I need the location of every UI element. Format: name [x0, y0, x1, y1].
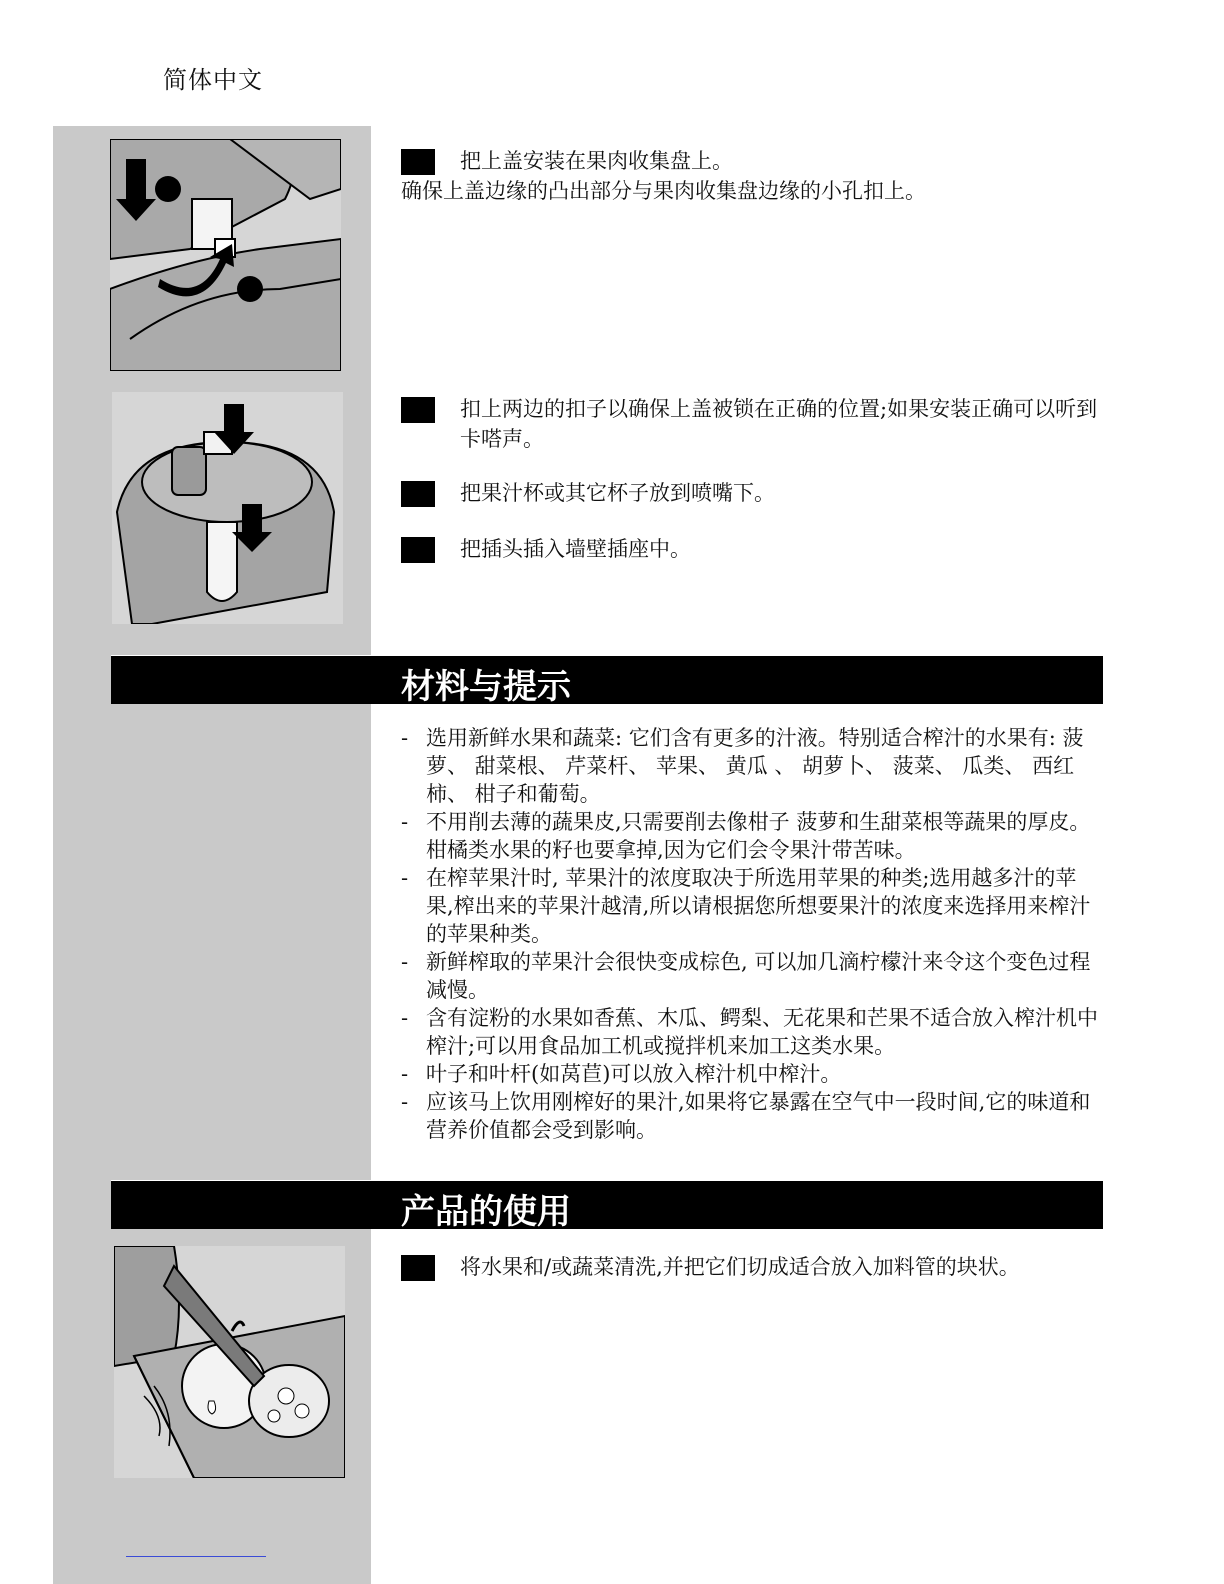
step-text: 把上盖安装在果肉收集盘上。 — [460, 149, 733, 173]
illustration-clamps-and-cup — [112, 392, 343, 624]
list-item: - 含有淀粉的水果如香蕉、木瓜、鳄梨、无花果和芒果不适合放入榨汁机中榨汁;可以用食品加工机或搅拌机来加工这类水果。 — [401, 1006, 1098, 1058]
step-place-cup — [401, 478, 1101, 508]
list-item: - 叶子和叶杆(如莴苣)可以放入榨汁机中榨汁。 — [401, 1062, 842, 1086]
list-item: - 不用削去薄的蔬果皮,只需要削去像柑子 菠萝和生甜菜根等蔬果的厚皮。柑橘类水果的籽也要拿掉,因为它们会令果汁带苦味。 — [401, 810, 1091, 862]
step-lock-clamps — [401, 394, 1101, 454]
section-heading-use — [111, 1180, 1103, 1232]
step-text: 将水果和/或蔬菜清洗,并把它们切成适合放入加料管的块状。 — [460, 1255, 1020, 1279]
step-marker — [401, 149, 435, 175]
list-item: - 选用新鲜水果和蔬菜: 它们含有更多的汁液。特别适合榨汁的水果有: 菠萝、 甜菜根、 芹菜杆、 苹果、 黄瓜 、 胡萝卜、 菠菜、 瓜类、 西红柿、 柑子和葡萄。 — [401, 726, 1084, 806]
step-subtext: 确保上盖边缘的凸出部分与果肉收集盘边缘的小孔扣上。 — [401, 179, 926, 203]
tips-list — [401, 724, 1101, 1144]
list-item: - 新鲜榨取的苹果汁会很快变成棕色, 可以加几滴柠檬汁来令这个变色过程减慢。 — [401, 950, 1091, 1002]
section-title: 材料与提示 — [401, 667, 571, 707]
step-text: 扣上两边的扣子以确保上盖被锁在正确的位置;如果安装正确可以听到卡嗒声。 — [460, 397, 1098, 451]
step-marker — [401, 1255, 435, 1281]
section-heading-tips — [111, 655, 1103, 707]
footer-underline — [126, 1556, 266, 1557]
list-item: - 应该马上饮用刚榨好的果汁,如果将它暴露在空气中一段时间,它的味道和营养价值都会受到影响。 — [401, 1090, 1091, 1142]
step-text: 把插头插入墙壁插座中。 — [460, 537, 691, 561]
section-title: 产品的使用 — [401, 1192, 571, 1232]
step-wash-and-cut — [401, 1252, 1101, 1282]
list-item: - 在榨苹果汁时, 苹果汁的浓度取决于所选用苹果的种类;选用越多汁的苹果,榨出来的苹果汁越清,所以请根据您所想要果汁的浓度来选择用来榨汁的苹果种类。 — [401, 866, 1091, 946]
step-marker — [401, 481, 435, 507]
step-text: 把果汁杯或其它杯子放到喷嘴下。 — [460, 481, 775, 505]
step-plug-in — [401, 534, 1101, 564]
language-label: 简体中文 — [163, 66, 263, 94]
step-marker — [401, 397, 435, 423]
step-marker — [401, 537, 435, 563]
step-attach-lid — [401, 146, 1101, 206]
illustration-lid-assembly — [110, 139, 341, 371]
illustration-cutting-fruit — [114, 1246, 345, 1478]
